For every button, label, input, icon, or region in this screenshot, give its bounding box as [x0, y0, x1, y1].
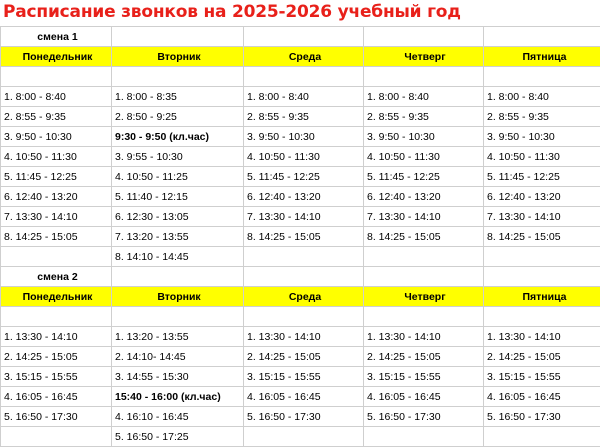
period-cell: 4. 16:10 - 16:45 [112, 407, 244, 427]
period-cell: 2. 8:55 - 9:35 [484, 107, 600, 127]
table-row [1, 187, 600, 207]
day-header: Четверг [364, 287, 484, 307]
empty-cell [112, 27, 244, 47]
period-cell: 6. 12:30 - 13:05 [112, 207, 244, 227]
empty-cell [364, 427, 484, 447]
period-cell: 3. 15:15 - 15:55 [364, 367, 484, 387]
period-cell: 3. 15:15 - 15:55 [1, 367, 112, 387]
empty-cell [1, 247, 112, 267]
period-cell: 1. 8:00 - 8:40 [1, 87, 112, 107]
period-cell: 5. 16:50 - 17:25 [112, 427, 244, 447]
empty-cell [244, 67, 364, 87]
period-cell: 1. 13:20 - 13:55 [112, 327, 244, 347]
empty-cell [484, 67, 600, 87]
period-cell: 9:30 - 9:50 (кл.час) [112, 127, 244, 147]
period-cell: 2. 8:55 - 9:35 [244, 107, 364, 127]
period-cell: 2. 14:25 - 15:05 [484, 347, 600, 367]
period-cell: 8. 14:25 - 15:05 [1, 227, 112, 247]
empty-cell [1, 67, 112, 87]
day-header: Вторник [112, 47, 244, 67]
period-cell: 5. 16:50 - 17:30 [484, 407, 600, 427]
table-row [1, 347, 600, 367]
schedule-table [0, 26, 600, 447]
table-row [1, 387, 600, 407]
table-row [1, 147, 600, 167]
period-cell: 2. 14:10- 14:45 [112, 347, 244, 367]
period-cell: 6. 12:40 - 13:20 [484, 187, 600, 207]
shift2-label-row [1, 267, 600, 287]
period-cell: 6. 12:40 - 13:20 [244, 187, 364, 207]
empty-cell [244, 247, 364, 267]
period-cell: 3. 9:50 - 10:30 [364, 127, 484, 147]
period-cell: 1. 8:00 - 8:40 [244, 87, 364, 107]
period-cell: 1. 8:00 - 8:35 [112, 87, 244, 107]
empty-cell [244, 27, 364, 47]
period-cell: 1. 8:00 - 8:40 [364, 87, 484, 107]
empty-cell [244, 307, 364, 327]
period-cell: 8. 14:25 - 15:05 [484, 227, 600, 247]
empty-cell [484, 247, 600, 267]
period-cell: 2. 8:55 - 9:35 [364, 107, 484, 127]
table-row [1, 207, 600, 227]
period-cell: 4. 10:50 - 11:25 [112, 167, 244, 187]
table-row [1, 127, 600, 147]
period-cell: 4. 10:50 - 11:30 [484, 147, 600, 167]
period-cell: 5. 16:50 - 17:30 [364, 407, 484, 427]
period-cell: 4. 16:05 - 16:45 [364, 387, 484, 407]
day-header: Пятница [484, 287, 600, 307]
period-cell: 2. 8:55 - 9:35 [1, 107, 112, 127]
shift2-day-header-row [1, 287, 600, 307]
period-cell: 3. 9:50 - 10:30 [484, 127, 600, 147]
period-cell: 4. 10:50 - 11:30 [244, 147, 364, 167]
empty-cell [1, 427, 112, 447]
day-header: Понедельник [1, 47, 112, 67]
empty-cell [484, 267, 600, 287]
empty-cell [112, 67, 244, 87]
shift1-spacer-row [1, 67, 600, 87]
table-row [1, 107, 600, 127]
period-cell: 2. 14:25 - 15:05 [364, 347, 484, 367]
period-cell: 1. 13:30 - 14:10 [244, 327, 364, 347]
day-header: Понедельник [1, 287, 112, 307]
empty-cell [484, 307, 600, 327]
table-row [1, 167, 600, 187]
page-title: Расписание звонков на 2025-2026 учебный год [3, 2, 461, 22]
empty-cell [364, 67, 484, 87]
table-row [1, 227, 600, 247]
period-cell: 1. 13:30 - 14:10 [484, 327, 600, 347]
empty-cell [244, 267, 364, 287]
empty-cell [112, 307, 244, 327]
period-cell: 4. 16:05 - 16:45 [484, 387, 600, 407]
period-cell: 3. 9:55 - 10:30 [112, 147, 244, 167]
day-header: Четверг [364, 47, 484, 67]
period-cell: 1. 8:00 - 8:40 [484, 87, 600, 107]
table-row [1, 87, 600, 107]
shift1-label-row [1, 27, 600, 47]
period-cell: 4. 10:50 - 11:30 [364, 147, 484, 167]
period-cell: 7. 13:30 - 14:10 [1, 207, 112, 227]
period-cell: 1. 13:30 - 14:10 [364, 327, 484, 347]
period-cell: 7. 13:30 - 14:10 [484, 207, 600, 227]
empty-cell [1, 307, 112, 327]
day-header: Вторник [112, 287, 244, 307]
shift-label: смена 2 [1, 267, 112, 287]
period-cell: 6. 12:40 - 13:20 [1, 187, 112, 207]
period-cell: 7. 13:30 - 14:10 [364, 207, 484, 227]
empty-cell [364, 307, 484, 327]
period-cell: 3. 9:50 - 10:30 [244, 127, 364, 147]
period-cell: 7. 13:20 - 13:55 [112, 227, 244, 247]
period-cell: 5. 11:45 - 12:25 [244, 167, 364, 187]
period-cell: 5. 11:40 - 12:15 [112, 187, 244, 207]
shift2-spacer-row [1, 307, 600, 327]
shift1-day-header-row [1, 47, 600, 67]
period-cell: 8. 14:10 - 14:45 [112, 247, 244, 267]
period-cell: 5. 11:45 - 12:25 [364, 167, 484, 187]
period-cell: 3. 9:50 - 10:30 [1, 127, 112, 147]
period-cell: 15:40 - 16:00 (кл.час) [112, 387, 244, 407]
empty-cell [364, 27, 484, 47]
period-cell: 1. 13:30 - 14:10 [1, 327, 112, 347]
period-cell: 4. 16:05 - 16:45 [1, 387, 112, 407]
empty-cell [484, 27, 600, 47]
empty-cell [484, 427, 600, 447]
table-row [1, 407, 600, 427]
period-cell: 2. 8:50 - 9:25 [112, 107, 244, 127]
empty-cell [364, 267, 484, 287]
period-cell: 5. 11:45 - 12:25 [484, 167, 600, 187]
period-cell: 2. 14:25 - 15:05 [1, 347, 112, 367]
empty-cell [112, 267, 244, 287]
day-header: Среда [244, 287, 364, 307]
shift-label: смена 1 [1, 27, 112, 47]
period-cell: 4. 10:50 - 11:30 [1, 147, 112, 167]
table-row [1, 427, 600, 447]
period-cell: 8. 14:25 - 15:05 [244, 227, 364, 247]
period-cell: 6. 12:40 - 13:20 [364, 187, 484, 207]
period-cell: 5. 16:50 - 17:30 [1, 407, 112, 427]
period-cell: 7. 13:30 - 14:10 [244, 207, 364, 227]
period-cell: 5. 16:50 - 17:30 [244, 407, 364, 427]
day-header: Среда [244, 47, 364, 67]
period-cell: 8. 14:25 - 15:05 [364, 227, 484, 247]
table-row [1, 367, 600, 387]
period-cell: 3. 15:15 - 15:55 [244, 367, 364, 387]
table-row [1, 247, 600, 267]
period-cell: 5. 11:45 - 12:25 [1, 167, 112, 187]
period-cell: 4. 16:05 - 16:45 [244, 387, 364, 407]
day-header: Пятница [484, 47, 600, 67]
period-cell: 3. 15:15 - 15:55 [484, 367, 600, 387]
table-row [1, 327, 600, 347]
period-cell: 2. 14:25 - 15:05 [244, 347, 364, 367]
empty-cell [244, 427, 364, 447]
period-cell: 3. 14:55 - 15:30 [112, 367, 244, 387]
empty-cell [364, 247, 484, 267]
